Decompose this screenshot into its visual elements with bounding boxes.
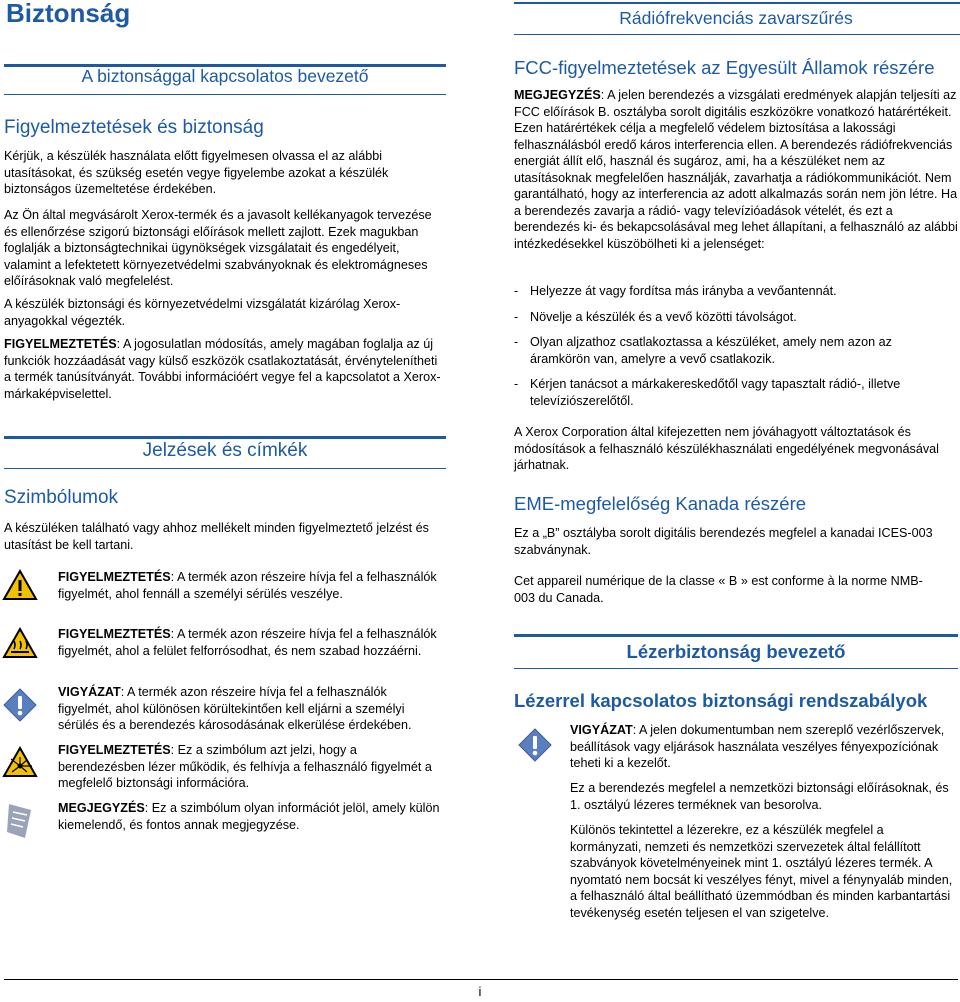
- page-number: i: [478, 984, 482, 999]
- laser-warning-icon: [2, 746, 38, 778]
- warnings-heading: Figyelmeztetések és biztonság: [4, 117, 264, 138]
- caution-text: : A jelen dokumentumban nem szereplő vezérlőszervek, beállítások vagy eljárások használata veszélyes fényexpozíciónak teheti ki a kezelőt.: [570, 723, 945, 770]
- note-text: : A jelen berendezés a vizsgálati eredmények alapján teljesíti az FCC előírások B. osztályba sorolt digitális eszközökre vonatkozó határértékeit. Ezen határértékek célja a megfelelő védelem biztosítása a lakossági felhasználásból eredő káros interferencia ellen. A berendezés rádiófrekvenciás energiát állít elő, használ és sugároz, ami, ha a készüléket nem az utasításoknak megfelelően használják, zavarhatja a rádiókommunikációt. Nem garantálható, hogy az interferencia az adott alkalmazás során nem jön létre. Ha a berendezés zavarja a rádió- vagy televízióadások vételét, és ezt a berendezés ki- és bekapcsolásával meg lehet állapítani, a felhasználó az alábbi intézkedésekkel küszöbölheti ki a jelenséget:: [514, 88, 958, 251]
- eme-heading: EME-megfelelőség Kanada részére: [514, 493, 807, 514]
- fcc-note: [514, 87, 958, 252]
- signs-heading: Jelzések és címkék: [142, 440, 308, 461]
- warning-label: FIGYELMEZTETÉS: [4, 337, 117, 351]
- paragraph: A készülék biztonsági és környezetvédelmi vizsgálatát kizárólag Xerox-anyagokkal végezték.: [4, 297, 401, 328]
- list-item: - Olyan aljzathoz csatlakoztassa a készüléket, amely nem azon az áramkörön van, amelyre a vevő csatlakozik.: [514, 334, 958, 367]
- hot-surface-icon: [2, 627, 38, 659]
- header-rule: [514, 2, 960, 4]
- paragraph: Cet appareil numérique de la classe « B » est conforme à la norme NMB-003 du Canada.: [514, 574, 923, 605]
- symbol-description: MEGJEGYZÉS: Ez a szimbólum olyan információt jelöl, amely külön kiemelendő, és fontos annak megjegyzése.: [58, 801, 440, 832]
- warning-text: : A jogosulatlan módosítás, amely magában foglalja az új funkciók hozzáadását vagy külső eszközök csatlakoztatását, érvénytelenítheti a termék tanúsítványát. További információért vegye fel a kapcsolatot a Xerox-márkaképviselettel.: [4, 337, 441, 401]
- caution-label: VIGYÁZAT: [570, 723, 633, 737]
- fcc-measures-list: [514, 283, 958, 418]
- paragraph: Ez a „B” osztályba sorolt digitális berendezés megfelel a kanadai ICES-003 szabványnak.: [514, 526, 933, 557]
- symbol-description: FIGYELMEZTETÉS: A termék azon részeire hívja fel a felhasználók figyelmét, ahol a felület felforrósodhat, és nem szabad hozzáérni.: [58, 627, 437, 658]
- header-rule-bottom: [514, 34, 960, 35]
- list-item: - Kérjen tanácsot a márkakereskedőtől vagy tapasztalt rádió-, illetve televíziószerelőtől.: [514, 376, 958, 409]
- section-rule-bottom: [4, 468, 446, 469]
- symbols-intro: A készüléken található vagy ahhoz mellékelt minden figyelmeztető jelzést és utasítást be kell tartani.: [4, 521, 429, 552]
- section-rule-bottom: [4, 94, 446, 95]
- symbols-heading: Szimbólumok: [4, 487, 119, 508]
- list-item: - Helyezze át vagy fordítsa más irányba a vevőantennát.: [514, 283, 958, 300]
- paragraph: Ez a berendezés megfelel a nemzetközi biztonsági előírásoknak, és 1. osztályú lézeres terméknek van besorolva.: [570, 781, 949, 812]
- section-rule: [4, 436, 446, 439]
- list-item: - Növelje a készülék és a vevő közötti távolságot.: [514, 309, 958, 326]
- fcc-heading: FCC-figyelmeztetések az Egyesült Államok részére: [514, 57, 935, 78]
- symbol-description: FIGYELMEZTETÉS: Ez a szimbólum azt jelzi, hogy a berendezésben lézer működik, és felhívja a felhasználó figyelmét a megfelelő biztonsági információra.: [58, 743, 432, 790]
- paragraph: Az Ön által megvásárolt Xerox-termék és a javasolt kellékanyagok tervezése és ellenőrzése szigorú biztonsági előírások mellett zajlott. Ezek magukban foglalják a biztonságtechnikai ügynökségek vizsgálatait és engedélyeit, valamint a lefektetett környezetvédelmi szabványoknak és elektromágneses előírásoknak való megfelelést.: [4, 208, 432, 288]
- fcc-after-paragraph: A Xerox Corporation által kifejezetten nem jóváhagyott változtatások és módosítások a felhasználó készülékhasználati engedélyének megvonásával járhatnak.: [514, 425, 939, 472]
- section-rule: [514, 634, 958, 637]
- note-label: MEGJEGYZÉS: [514, 88, 601, 102]
- caution-exclamation-icon: [3, 688, 37, 722]
- footer-rule: [4, 979, 958, 980]
- header-right-title: Rádiófrekvenciás zavarszűrés: [619, 8, 853, 28]
- symbol-description: VIGYÁZAT: A termék azon részeire hívja fel a felhasználók figyelmét, ahol különösen körültekintően kell eljárni a személyi sérülés és a berendezés károsodásának elkerülése érdekében.: [58, 685, 412, 732]
- page-title: Biztonság: [6, 0, 131, 28]
- paragraph: Különös tekintettel a lézerekre, ez a készülék megfelel a kormányzati, nemzeti és nemzetközi szervezetek által felállított szabványok követelményeinek mint 1. osztályú lézeres termék. A nyomtató nem bocsát ki veszélyes fényt, mivel a fénynyaláb minden, a felhasználó által beállítható üzemmódban és minden karbantartási tevékenység esetén teljesen el van szigetelve.: [570, 823, 953, 920]
- note-pencil-icon: [5, 802, 37, 840]
- symbol-description: FIGYELMEZTETÉS: A termék azon részeire hívja fel a felhasználók figyelmét, ahol fennáll a személyi sérülés veszélye.: [58, 570, 437, 601]
- intro-heading: A biztonsággal kapcsolatos bevezető: [81, 66, 369, 86]
- laser-caution: [570, 722, 958, 772]
- warning-paragraph: [4, 336, 444, 402]
- laser-rules-heading: Lézerrel kapcsolatos biztonsági rendszabályok: [514, 690, 928, 711]
- paragraph: Kérjük, a készülék használata előtt figyelmesen olvassa el az alábbi utasításokat, és szükség esetén vegye figyelembe azokat a készülék biztonságos üzemeltetése érdekében.: [4, 149, 389, 196]
- warning-triangle-icon: [2, 569, 38, 601]
- caution-exclamation-icon: [518, 728, 552, 762]
- laser-heading: Lézerbiztonság bevezető: [626, 641, 846, 662]
- section-rule-bottom: [514, 668, 958, 669]
